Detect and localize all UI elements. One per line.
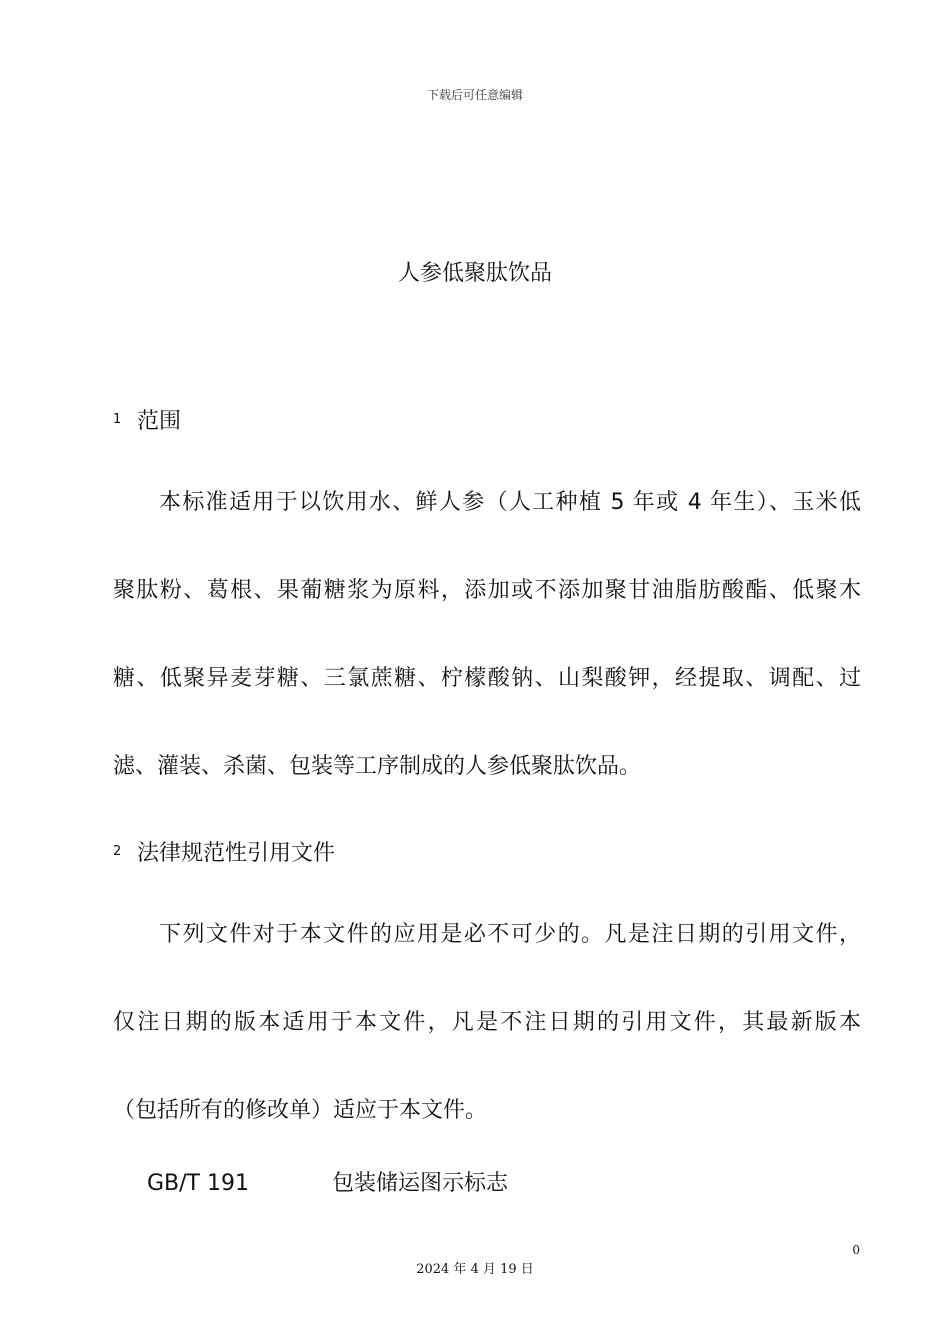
page-number: 0 — [852, 1243, 860, 1257]
header-note: 下载后可任意编辑 — [426, 88, 523, 102]
paragraph-line: （包括所有的修改单）适应于本文件。 — [113, 1098, 488, 1123]
paragraph-line: 滤、灌装、杀菌、包装等工序制成的人参低聚肽饮品。 — [113, 754, 642, 779]
section-2-paragraph — [113, 891, 861, 1155]
section-title: 范围 — [137, 409, 182, 434]
section-heading-scope — [113, 404, 181, 435]
section-heading-references — [113, 836, 335, 867]
paragraph-line: 下列文件对于本文件的应用是必不可少的。凡是注日期的引用文件， — [159, 922, 861, 947]
reference-name: 包装储运图示标志 — [332, 1171, 509, 1196]
paragraph-line: 聚肽粉、葛根、果葡糖浆为原料，添加或不添加聚甘油脂肪酸酯、低聚木 — [113, 578, 861, 603]
reference-code: GB/T 191 — [147, 1171, 249, 1196]
reference-entry — [147, 1166, 508, 1197]
section-number: 2 — [113, 844, 122, 859]
section-number: 1 — [113, 412, 122, 427]
footer-date: 2024 年 4 月 19 日 — [416, 1262, 534, 1277]
paragraph-line: 糖、低聚异麦芽糖、三氯蔗糖、柠檬酸钠、山梨酸钾，经提取、调配、过 — [113, 666, 861, 691]
document-title: 人参低聚肽饮品 — [397, 261, 552, 286]
section-title: 法律规范性引用文件 — [137, 841, 336, 866]
section-1-paragraph — [113, 459, 861, 811]
paragraph-line: 本标准适用于以饮用水、鲜人参（人工种植 5 年或 4 年生）、玉米低 — [159, 490, 861, 515]
paragraph-line: 仅注日期的版本适用于本文件，凡是不注日期的引用文件，其最新版本 — [113, 1010, 861, 1035]
